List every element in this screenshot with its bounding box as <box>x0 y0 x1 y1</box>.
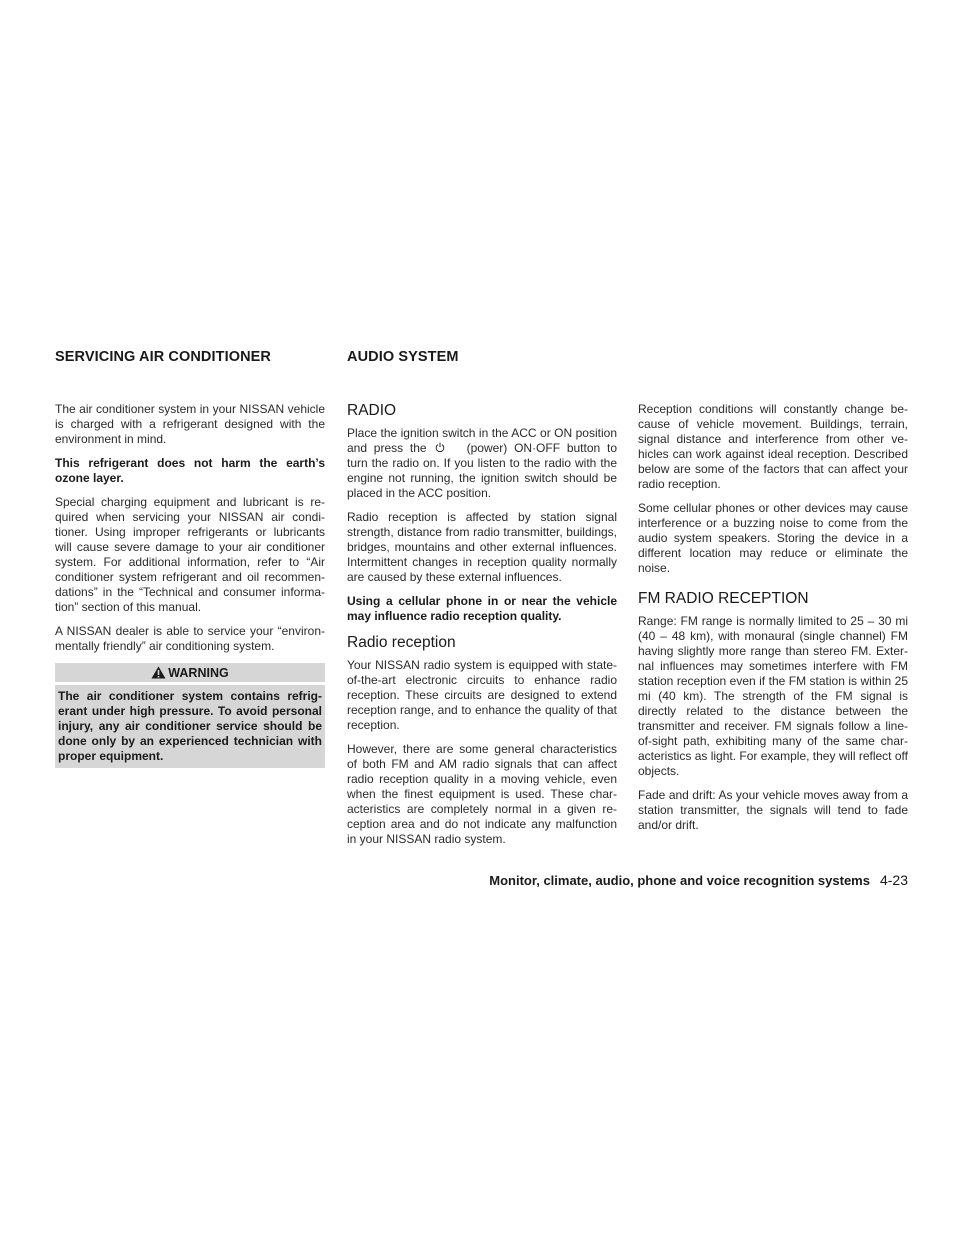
reception-circuits-paragraph: Your NISSAN radio system is equipped with state-of-the-art electronic circuits to enhance radio reception. These circuits are designed to extend reception range, and to enhance the quality of that reception. <box>347 658 617 732</box>
footer-chapter-title: Monitor, climate, audio, phone and voice recognition systems <box>489 873 870 888</box>
page-number: 4-23 <box>879 872 908 888</box>
left-column <box>55 402 325 768</box>
servicing-ac-heading: SERVICING AIR CONDITIONER <box>55 349 271 365</box>
radio-power-text-a: Place the ignition switch in the ACC or ON position and press the <box>347 426 617 455</box>
charging-equipment-paragraph: Special charging equipment and lubricant is required when servicing your NISSAN air conditioner. Using improper refrigerants or lubricants will cause severe damage to your air conditioner system. For additional information, refer to “Air conditioner system refrigerant and oil recommendations” in the “Technical and consumer information” section of this manual. <box>55 495 325 614</box>
warning-triangle-icon <box>151 666 166 679</box>
radio-power-text-b: (power) ON·OFF button to turn the radio on. If you listen to the radio with the engine not running, the ignition switch should be placed in the ACC position. <box>347 441 617 500</box>
signal-characteristics-paragraph: However, there are some general characteristics of both FM and AM radio signals that can affect radio reception quality in a moving vehicle, even when the finest equipment is used. These characteristics are completely normal in a given reception area and do not indicate any malfunction in your NISSAN radio system. <box>347 742 617 846</box>
ac-intro-paragraph: The air conditioner system in your NISSAN vehicle is charged with a refrigerant designed with the environment in mind. <box>55 402 325 446</box>
page-footer <box>489 872 908 888</box>
warning-box <box>55 663 325 768</box>
fade-drift-paragraph: Fade and drift: As your vehicle moves away from a station transmitter, the signals will tend to fade and/or drift. <box>638 788 908 832</box>
radio-reception-affected-paragraph: Radio reception is affected by station signal strength, distance from radio transmitter, buildings, bridges, mountains and other external influences. Intermittent changes in reception quality normally are caused by these external influences. <box>347 510 617 584</box>
power-icon <box>435 442 445 453</box>
dealer-service-paragraph: A NISSAN dealer is able to service your “environmentally friendly” air conditioning system. <box>55 624 325 653</box>
warning-label: WARNING <box>168 666 229 680</box>
warning-title <box>55 663 325 685</box>
fm-range-paragraph: Range: FM range is normally limited to 25 – 30 mi (40 – 48 km), with monaural (single channel) FM having slightly more range than stereo FM. External influences may sometimes interfere with FM station reception even if the FM station is within 25 mi (40 km). The strength of the FM signal is directly related to the distance between the transmitter and receiver. FM signals follow a line-of-sight path, exhibiting many of the same characteristics as light. For example, they will reflect off objects. <box>638 614 908 778</box>
radio-title: RADIO <box>347 402 397 419</box>
middle-column <box>347 401 617 856</box>
ozone-note: This refrigerant does not harm the earth’s ozone layer. <box>55 456 325 485</box>
radio-reception-title: Radio reception <box>347 634 456 651</box>
audio-system-heading: AUDIO SYSTEM <box>347 349 459 365</box>
radio-power-paragraph <box>347 426 617 501</box>
right-column <box>638 402 908 842</box>
cellular-interference-paragraph: Some cellular phones or other devices may cause interference or a buzzing noise to come from the audio system speakers. Storing the device in a different location may reduce or eliminate the noise. <box>638 501 908 575</box>
cellular-phone-note: Using a cellular phone in or near the vehicle may influence radio reception quality. <box>347 594 617 623</box>
fm-reception-title: FM RADIO RECEPTION <box>638 590 809 607</box>
reception-conditions-paragraph: Reception conditions will constantly change because of vehicle movement. Buildings, terrain, signal distance and interference from other vehicles can work against ideal reception. Described below are some of the factors that can affect your radio reception. <box>638 402 908 491</box>
warning-text: The air conditioner system contains refrigerant under high pressure. To avoid personal injury, any air conditioner service should be done only by an experienced technician with proper equipment. <box>58 689 322 763</box>
